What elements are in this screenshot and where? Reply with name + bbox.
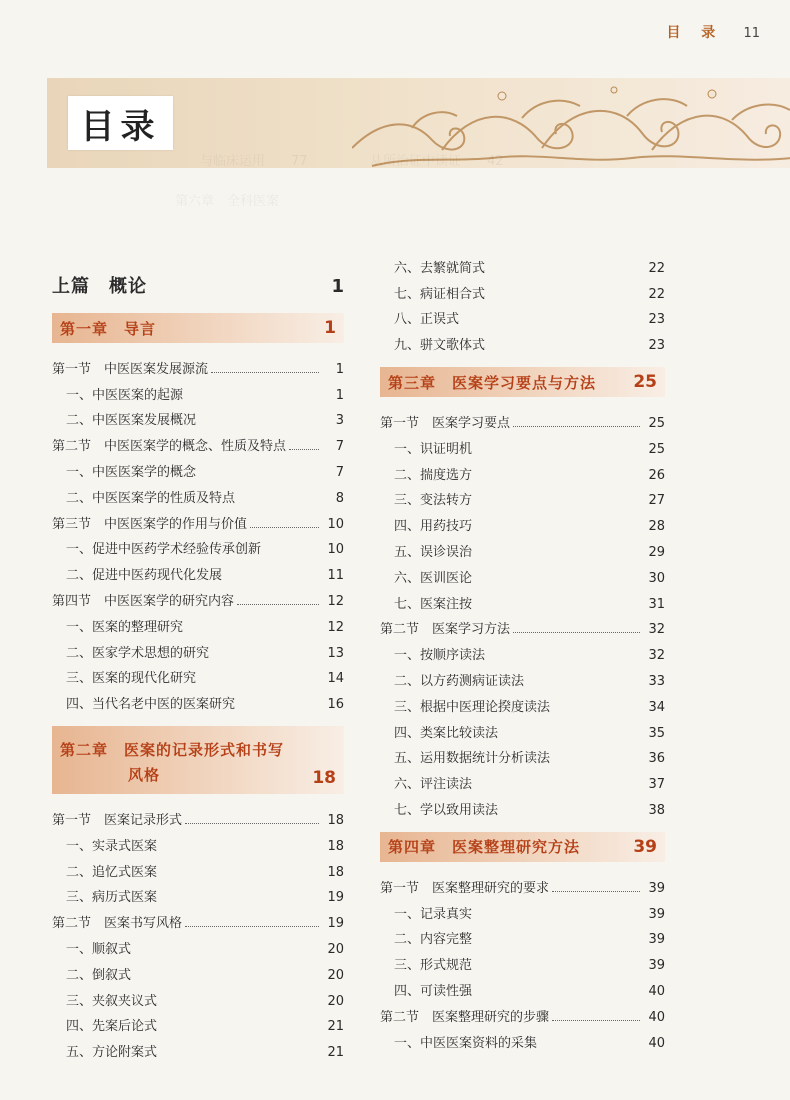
running-header xyxy=(666,22,760,42)
bleed-through-text: 从所治证中读证 42 xyxy=(370,154,504,169)
toc-item[interactable]: 一、顺叙式 20 xyxy=(66,941,344,957)
toc-section[interactable]: 第二节 医案书写风格 19 xyxy=(52,916,344,932)
toc-item[interactable]: 一、实录式医案 18 xyxy=(66,838,344,854)
toc-item[interactable]: 四、当代名老中医的医案研究 16 xyxy=(66,697,344,713)
toc-section[interactable]: 第四节 中医医案学的研究内容 12 xyxy=(52,593,344,609)
toc-chapter[interactable]: 第一章 导言 1 xyxy=(52,313,344,343)
toc-item[interactable]: 二、中医医案学的性质及特点 8 xyxy=(66,490,344,506)
toc-item[interactable]: 七、学以致用读法 38 xyxy=(394,802,665,818)
page-number: 11 xyxy=(743,26,760,41)
toc-section[interactable]: 第二节 医案学习方法 32 xyxy=(380,622,665,638)
toc-item[interactable]: 四、先案后论式 21 xyxy=(66,1019,344,1035)
toc-item[interactable]: 六、评注读法 37 xyxy=(394,777,665,793)
toc-section[interactable]: 第一节 医案整理研究的要求 39 xyxy=(380,880,665,896)
page-title: 目录 xyxy=(80,106,161,147)
toc-item[interactable]: 一、记录真实 39 xyxy=(394,906,665,922)
toc-section[interactable]: 第二节 医案整理研究的步骤 40 xyxy=(380,1009,665,1025)
toc-section[interactable]: 第一节 中医医案发展源流 1 xyxy=(52,361,344,377)
toc-item[interactable]: 一、医案的整理研究 12 xyxy=(66,619,344,635)
page-title-box xyxy=(68,96,173,150)
toc-left-column xyxy=(52,265,344,1060)
toc-item[interactable]: 四、可读性强 40 xyxy=(394,983,665,999)
toc-item[interactable]: 五、误诊误治 29 xyxy=(394,544,665,560)
toc-item[interactable]: 四、用药技巧 28 xyxy=(394,519,665,535)
toc-item[interactable]: 二、以方药测病证读法 33 xyxy=(394,673,665,689)
toc-item[interactable]: 二、倒叙式 20 xyxy=(66,967,344,983)
toc-section[interactable]: 第三节 中医医案学的作用与价值 10 xyxy=(52,516,344,532)
toc-item[interactable]: 二、中医医案发展概况 3 xyxy=(66,413,344,429)
toc-item[interactable]: 三、病历式医案 19 xyxy=(66,890,344,906)
toc-item[interactable]: 一、中医医案学的概念 7 xyxy=(66,464,344,480)
toc-item[interactable]: 七、病证相合式 22 xyxy=(394,286,665,302)
toc-item[interactable]: 二、内容完整 39 xyxy=(394,932,665,948)
toc-section[interactable]: 第一节 医案学习要点 25 xyxy=(380,415,665,431)
toc-item[interactable]: 二、医家学术思想的研究 13 xyxy=(66,645,344,661)
toc-item[interactable]: 七、医案注按 31 xyxy=(394,596,665,612)
toc-item[interactable]: 五、运用数据统计分析读法 36 xyxy=(394,751,665,767)
toc-item[interactable]: 六、去繁就简式 22 xyxy=(394,260,665,276)
toc-item[interactable]: 一、按顺序读法 32 xyxy=(394,648,665,664)
toc-item[interactable]: 五、方论附案式 21 xyxy=(66,1045,344,1061)
toc-section[interactable]: 第二节 中医医案学的概念、性质及特点 7 xyxy=(52,439,344,455)
toc-item[interactable]: 二、揣度选方 26 xyxy=(394,467,665,483)
toc-item[interactable]: 二、追忆式医案 18 xyxy=(66,864,344,880)
bleed-through-text: 与临床运用 77 xyxy=(200,154,308,169)
toc-chapter[interactable]: 第三章 医案学习要点与方法 25 xyxy=(380,367,665,397)
toc-chapter[interactable]: 第二章 医案的记录形式和书写 风格 18 xyxy=(52,726,344,794)
toc-part: 上篇 概论 1 xyxy=(52,276,344,297)
toc-item[interactable]: 三、医案的现代化研究 14 xyxy=(66,671,344,687)
toc-chapter[interactable]: 第四章 医案整理研究方法 39 xyxy=(380,832,665,862)
bleed-through-text: 第六章 全科医案 xyxy=(175,194,280,209)
toc-item[interactable]: 四、类案比较读法 35 xyxy=(394,725,665,741)
toc-item[interactable]: 八、正误式 23 xyxy=(394,312,665,328)
running-header-title: 目 录 xyxy=(666,25,724,41)
toc-item[interactable]: 一、促进中医药学术经验传承创新 10 xyxy=(66,542,344,558)
toc-item[interactable]: 三、根据中医理论揆度读法 34 xyxy=(394,699,665,715)
toc-item[interactable]: 一、识证明机 25 xyxy=(394,441,665,457)
toc-right-column xyxy=(380,250,665,1051)
toc-item[interactable]: 二、促进中医药现代化发展 11 xyxy=(66,568,344,584)
toc-section[interactable]: 第一节 医案记录形式 18 xyxy=(52,812,344,828)
toc-item[interactable]: 一、中医医案的起源 1 xyxy=(66,387,344,403)
toc-item[interactable]: 三、变法转方 27 xyxy=(394,493,665,509)
toc-item[interactable]: 六、医训医论 30 xyxy=(394,570,665,586)
toc-item[interactable]: 三、夹叙夹议式 20 xyxy=(66,993,344,1009)
toc-item[interactable]: 九、骈文歌体式 23 xyxy=(394,338,665,354)
toc-item[interactable]: 三、形式规范 39 xyxy=(394,958,665,974)
toc-item[interactable]: 一、中医医案资料的采集 40 xyxy=(394,1035,665,1051)
